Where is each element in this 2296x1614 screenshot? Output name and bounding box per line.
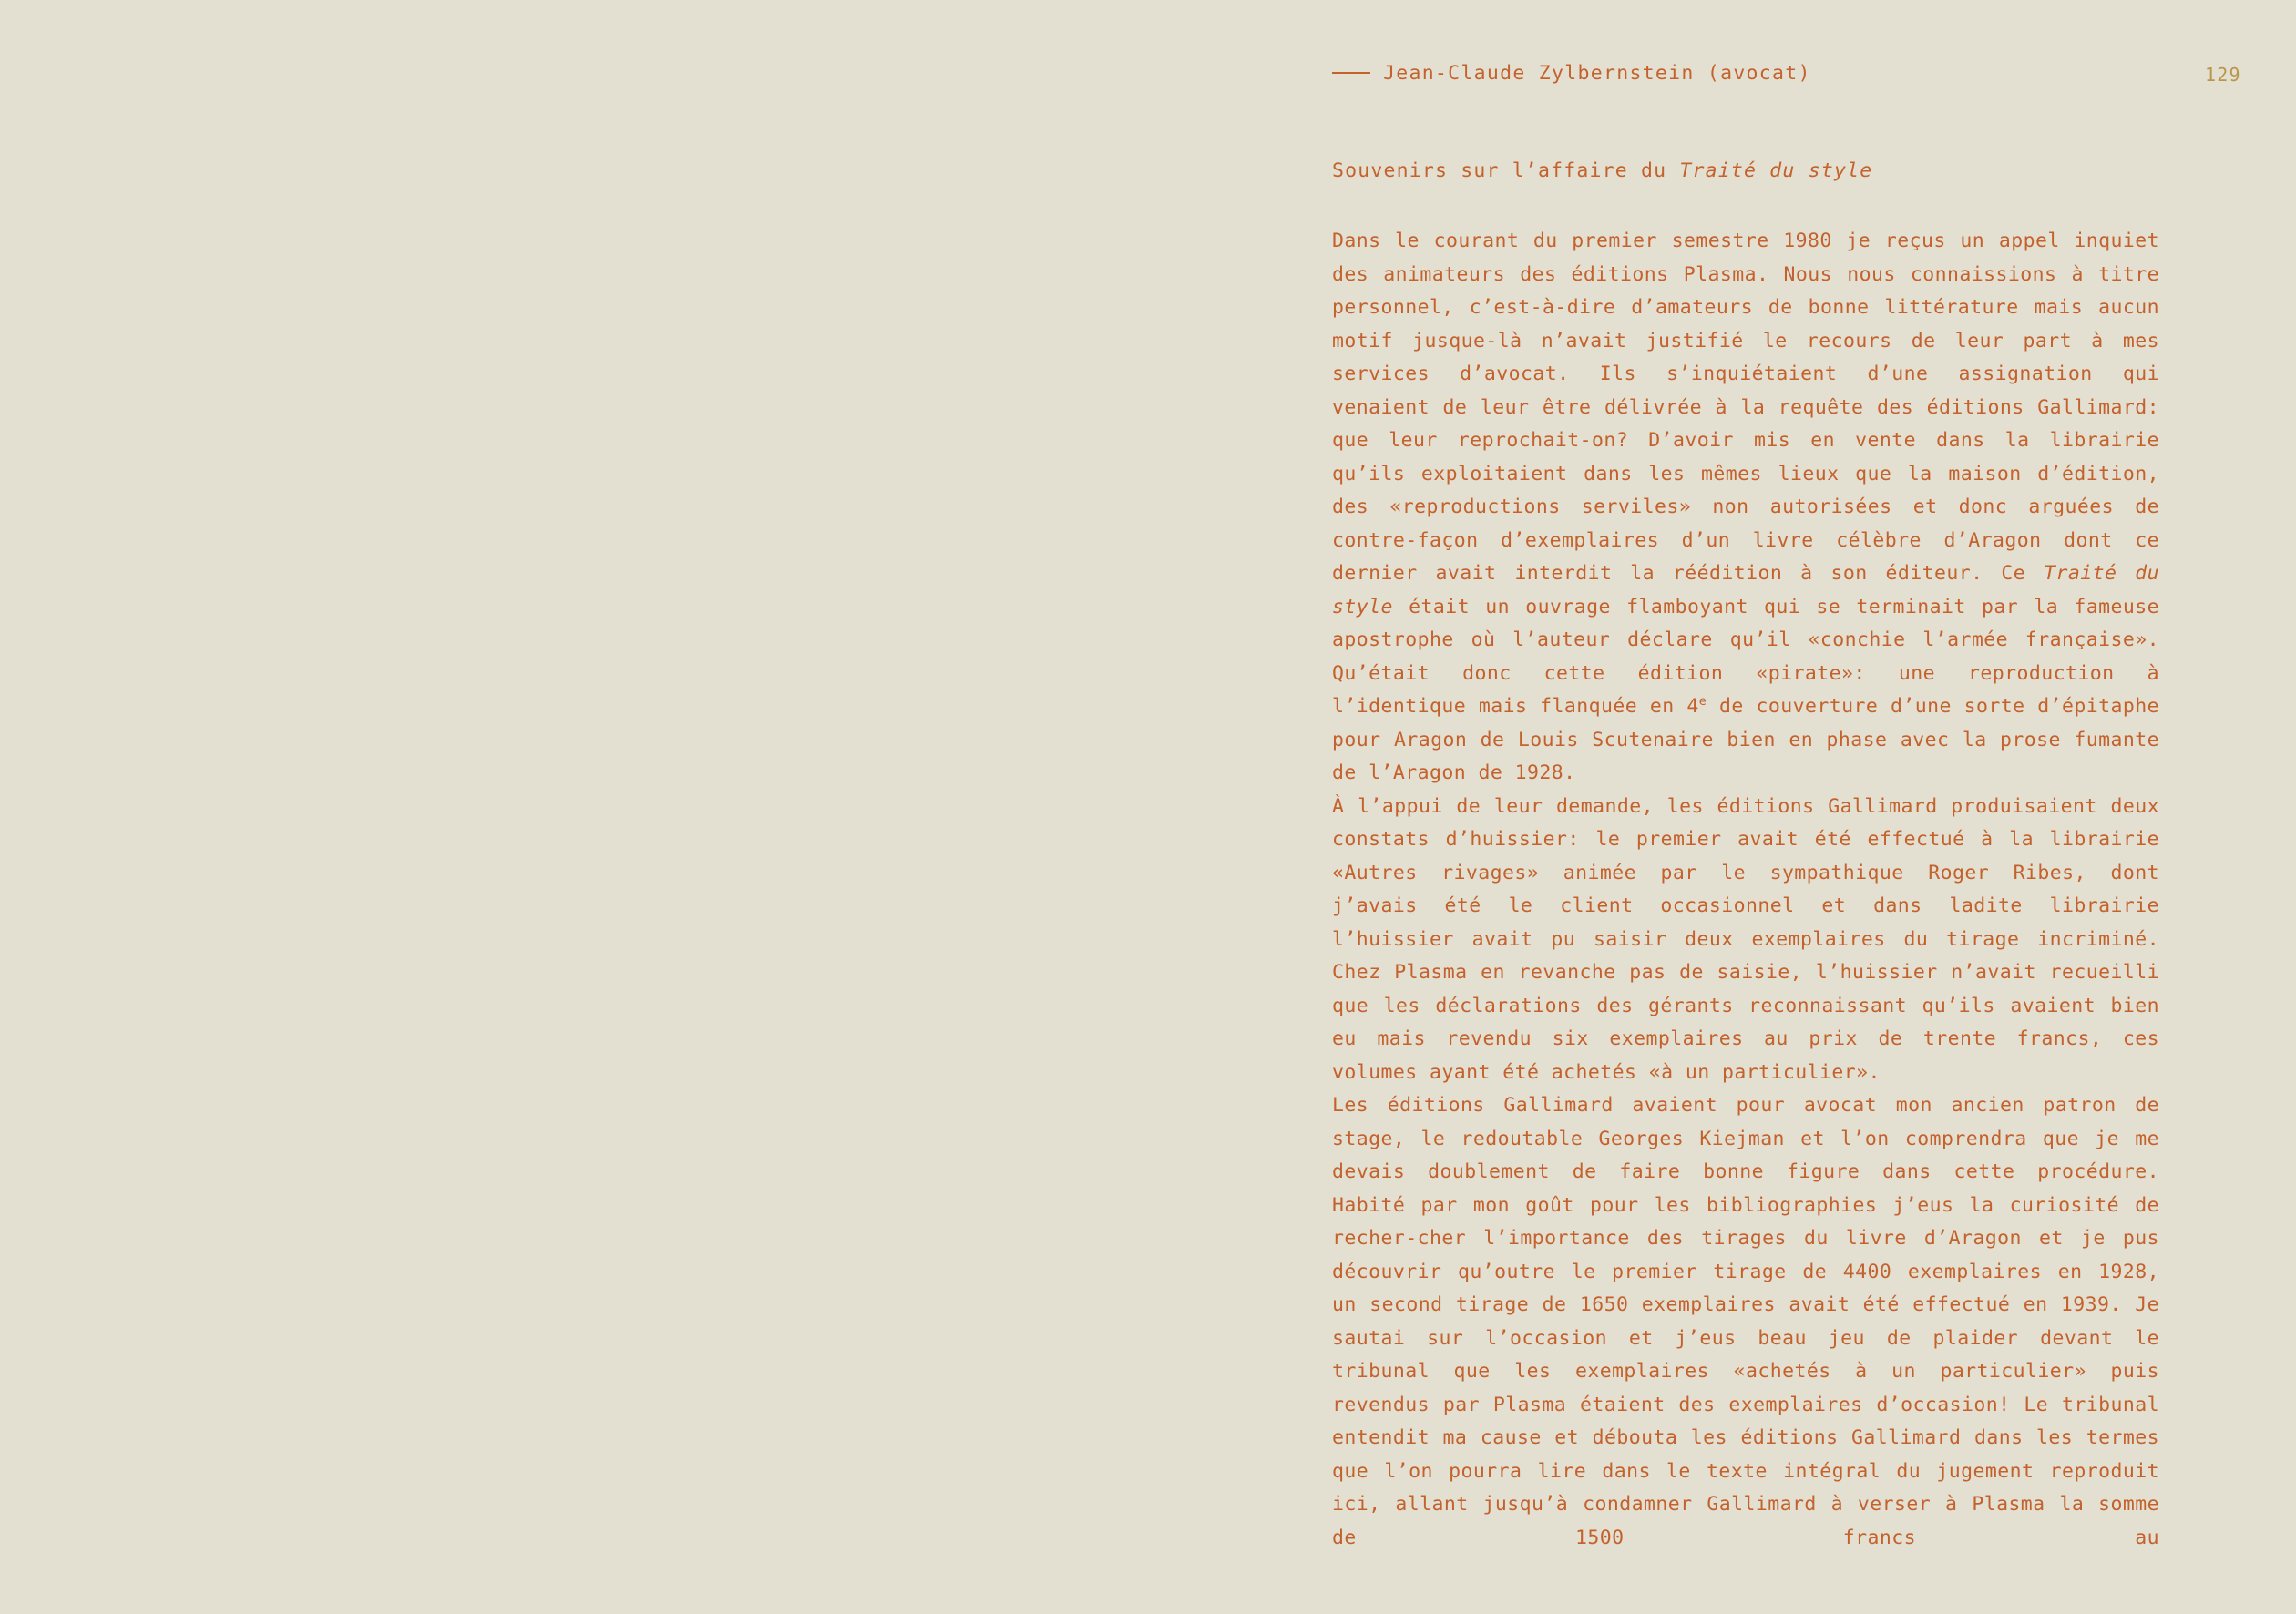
article-subheading: [1332, 159, 2159, 182]
page-number: 129: [2205, 64, 2241, 86]
paragraph-1-italic-title: Traité du style: [1332, 562, 2160, 618]
paragraph-2: À l’appui de leur demande, les éditions Gallimard produisaient deux constats d’huissier: le premier avait été effectué à la librairie «Autres rivages» animée par le sympathique Roger Ribes, dont j’avais été le client occasionnel et dans ladite librairie l’huissier avait pu saisir deux exemplaires du tirage incriminé. Chez Plasma en revanche pas de saisie, l’huissier n’avait recueilli que les déclarations des gérants reconnaissant qu’ils avaient bien eu mais revendu six exemplaires au prix de trente francs, ces volumes ayant été achetés «à un particulier».: [1332, 794, 2159, 1084]
paragraph-1-part-a: Dans le courant du premier semestre 1980 je reçus un appel inquiet des animateurs des éditions Plasma. Nous nous connaissions à titre personnel, c’est-à-dire d’amateurs de bonne littérature mais aucun motif jusque-là n’avait justifié le recours de leur part à mes services d’avocat. Ils s’inquiétaient d’une assignation qui venaient de leur être délivrée à la requête des éditions Gallimard: que leur reprochait-on? D’avoir mis en vente dans la librairie qu’ils exploitaient dans les mêmes lieux que la maison d’édition, des «reproductions serviles» non autorisées et donc arguées de contre-façon d’exemplaires d’un livre célèbre d’Aragon dont ce dernier avait interdit la réédition à son éditeur. Ce: [1332, 230, 2159, 585]
byline-text: Jean-Claude Zylbernstein (avocat): [1383, 62, 1811, 85]
text-column: [1332, 0, 2159, 1555]
subheading-plain: Souvenirs sur l’affaire du: [1332, 159, 1680, 182]
paragraph-1-part-b: était un ouvrage flamboyant qui se terminait par la fameuse apostrophe où l’auteur déclare qu’il «conchie l’armée française». Qu’était donc cette édition «pirate»: une reproduction à l’identique mais flanquée en 4: [1332, 595, 2159, 718]
article-body: [1332, 225, 2159, 1555]
byline-row: [1332, 62, 2159, 85]
subheading-italic-title: Traité du style: [1679, 159, 1873, 182]
paragraph-1-part-c: de couverture d’une sorte d’épitaphe pour Aragon de Louis Scutenaire bien en phase avec la prose fumante de l’Aragon de 1928.: [1332, 695, 2159, 784]
paragraph-3: Les éditions Gallimard avaient pour avocat mon ancien patron de stage, le redoutable Georges Kiejman et l’on comprendra que je me devais doublement de faire bonne figure dans cette procédure. Habité par mon goût pour les bibliographies j’eus la curiosité de recher-cher l’importance des tirages du livre d’Aragon et je pus découvrir qu’outre le premier tirage de 4400 exemplaires en 1928, un second tirage de 1650 exemplaires avait été effectué en 1939. Je sautai sur l’occasion et j’eus beau jeu de plaider devant le tribunal que les exemplaires «achetés à un particulier» puis revendus par Plasma étaient des exemplaires d’occasion! Le tribunal entendit ma cause et débouta les éditions Gallimard dans les termes que l’on pourra lire dans le texte intégral du jugement reproduit ici, allant jusqu’à condamner Gallimard à verser à Plasma la somme de 1500 francs au: [1332, 1094, 2159, 1549]
paragraph-1: [1332, 225, 2159, 791]
em-dash-rule: [1332, 72, 1370, 74]
paragraph-1-superscript: e: [1698, 694, 1707, 709]
